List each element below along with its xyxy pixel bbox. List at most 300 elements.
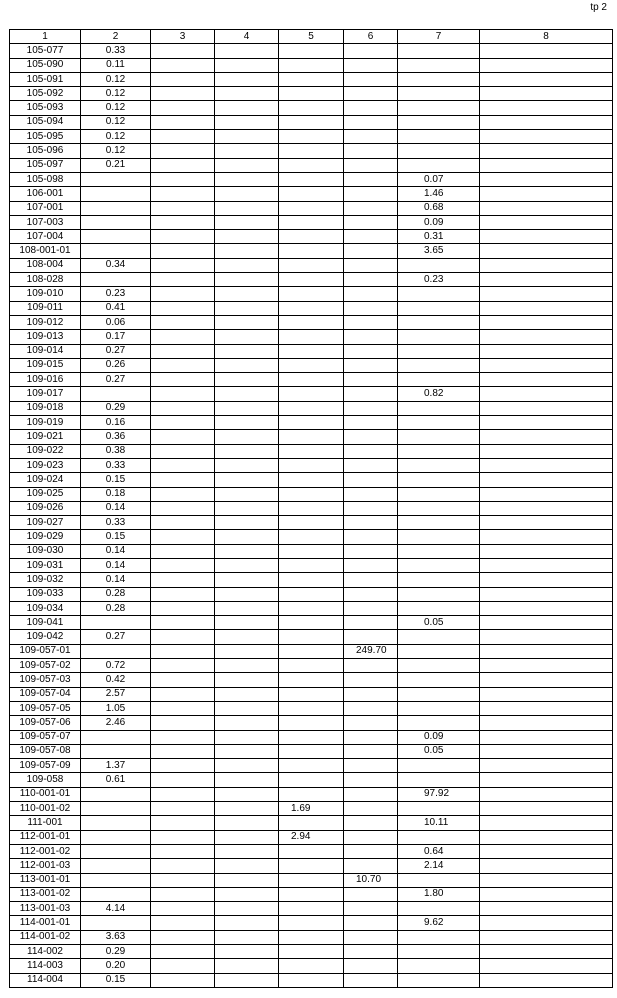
value-cell-col-2: 0.18 [81,487,151,501]
value-cell-col-4 [215,244,279,258]
value-cell-col-3 [151,573,215,587]
value-cell-col-2: 0.14 [81,573,151,587]
value-cell-col-4 [215,945,279,959]
table-row [10,673,613,687]
table-row [10,487,613,501]
value-cell-col-6 [344,416,398,430]
value-cell-col-4 [215,744,279,758]
value-cell-col-8 [480,373,613,387]
value-cell-col-4 [215,730,279,744]
value-cell-col-4 [215,87,279,101]
value-cell-col-3 [151,945,215,959]
value-cell-col-8 [480,659,613,673]
value-cell-col-8 [480,558,613,572]
value-cell-col-3 [151,473,215,487]
value-cell-col-4 [215,444,279,458]
value-cell-col-4 [215,115,279,129]
value-cell-col-2: 2.46 [81,716,151,730]
value-cell-col-8 [480,101,613,115]
value-cell-col-4 [215,544,279,558]
value-cell-col-5 [279,301,344,315]
value-cell-col-6 [344,201,398,215]
value-cell-col-4 [215,844,279,858]
value-cell-col-3 [151,373,215,387]
value-cell-col-7: 0.05 [398,744,480,758]
table-row [10,458,613,472]
value-cell-col-6 [344,902,398,916]
value-cell-col-5 [279,72,344,86]
value-cell-col-2 [81,844,151,858]
table-row [10,773,613,787]
value-cell-col-5 [279,44,344,58]
row-code-cell: 109-021 [10,430,81,444]
value-cell-col-5 [279,373,344,387]
row-code-cell: 109-017 [10,387,81,401]
value-cell-col-2: 0.72 [81,659,151,673]
value-cell-col-3 [151,344,215,358]
row-code-cell: 107-001 [10,201,81,215]
value-cell-col-5 [279,558,344,572]
value-cell-col-7 [398,601,480,615]
row-code-cell: 109-057-07 [10,730,81,744]
value-cell-col-4 [215,673,279,687]
value-cell-col-2: 1.37 [81,759,151,773]
row-code-cell: 105-093 [10,101,81,115]
table-row [10,516,613,530]
value-cell-col-3 [151,130,215,144]
table-row [10,158,613,172]
value-cell-col-8 [480,544,613,558]
value-cell-col-3 [151,273,215,287]
row-code-cell: 109-034 [10,601,81,615]
value-cell-col-4 [215,630,279,644]
table-row [10,873,613,887]
row-code-cell: 110-001-01 [10,787,81,801]
value-cell-col-7 [398,87,480,101]
value-cell-col-3 [151,759,215,773]
row-code-cell: 111-001 [10,816,81,830]
table-row [10,501,613,515]
value-cell-col-5 [279,673,344,687]
table-row [10,530,613,544]
row-code-cell: 113-001-01 [10,873,81,887]
value-cell-col-5 [279,716,344,730]
table-row [10,930,613,944]
value-cell-col-6 [344,72,398,86]
value-cell-col-5 [279,530,344,544]
value-cell-col-4 [215,458,279,472]
value-cell-col-5 [279,458,344,472]
value-cell-col-2 [81,187,151,201]
value-cell-col-2: 0.12 [81,115,151,129]
value-cell-col-8 [480,244,613,258]
value-cell-col-5 [279,130,344,144]
value-cell-col-3 [151,887,215,901]
value-cell-col-7 [398,873,480,887]
value-cell-col-7 [398,44,480,58]
value-cell-col-5 [279,401,344,415]
row-code-cell: 109-030 [10,544,81,558]
value-cell-col-2: 0.27 [81,630,151,644]
value-cell-col-6 [344,158,398,172]
table-row [10,830,613,844]
table-row [10,716,613,730]
value-cell-col-5 [279,916,344,930]
value-cell-col-8 [480,973,613,987]
value-cell-col-8 [480,573,613,587]
value-cell-col-8 [480,444,613,458]
value-cell-col-6 [344,87,398,101]
table-row [10,416,613,430]
value-cell-col-5 [279,201,344,215]
value-cell-col-7 [398,130,480,144]
value-cell-col-2: 0.15 [81,973,151,987]
value-cell-col-2: 0.06 [81,315,151,329]
value-cell-col-2: 0.36 [81,430,151,444]
value-cell-col-3 [151,230,215,244]
value-cell-col-4 [215,358,279,372]
table-row [10,816,613,830]
value-cell-col-7 [398,258,480,272]
value-cell-col-7: 1.80 [398,887,480,901]
value-cell-col-5 [279,687,344,701]
value-cell-col-6 [344,744,398,758]
value-cell-col-4 [215,601,279,615]
value-cell-col-6 [344,101,398,115]
value-cell-col-6 [344,773,398,787]
value-cell-col-7 [398,72,480,86]
row-code-cell: 109-013 [10,330,81,344]
value-cell-col-6 [344,959,398,973]
value-cell-col-4 [215,830,279,844]
value-cell-col-2 [81,816,151,830]
value-cell-col-6 [344,587,398,601]
value-cell-col-4 [215,558,279,572]
value-cell-col-3 [151,144,215,158]
row-code-cell: 108-004 [10,258,81,272]
value-cell-col-3 [151,501,215,515]
value-cell-col-3 [151,959,215,973]
column-header-2: 2 [81,30,151,44]
value-cell-col-6 [344,573,398,587]
value-cell-col-3 [151,444,215,458]
table-row [10,616,613,630]
table-row [10,644,613,658]
value-cell-col-7: 3.65 [398,244,480,258]
value-cell-col-5 [279,787,344,801]
value-cell-col-2: 0.27 [81,344,151,358]
value-cell-col-6 [344,301,398,315]
value-cell-col-3 [151,873,215,887]
value-cell-col-6 [344,287,398,301]
row-code-cell: 109-057-04 [10,687,81,701]
value-cell-col-6 [344,130,398,144]
value-cell-col-2: 0.14 [81,544,151,558]
value-cell-col-2: 0.17 [81,330,151,344]
value-cell-col-2: 0.38 [81,444,151,458]
value-cell-col-6 [344,230,398,244]
value-cell-col-8 [480,787,613,801]
table-row [10,973,613,987]
column-header-3: 3 [151,30,215,44]
column-header-7: 7 [398,30,480,44]
value-cell-col-2 [81,916,151,930]
value-cell-col-5 [279,601,344,615]
value-cell-col-6 [344,802,398,816]
value-cell-col-4 [215,616,279,630]
value-cell-col-7 [398,659,480,673]
value-cell-col-4 [215,687,279,701]
value-cell-col-7 [398,945,480,959]
value-cell-col-7 [398,530,480,544]
value-cell-col-3 [151,744,215,758]
value-cell-col-4 [215,58,279,72]
value-cell-col-2: 3.63 [81,930,151,944]
value-cell-col-4 [215,716,279,730]
row-code-cell: 113-001-02 [10,887,81,901]
value-cell-col-8 [480,759,613,773]
table-row [10,802,613,816]
value-cell-col-6 [344,601,398,615]
data-table [9,29,613,988]
value-cell-col-7 [398,673,480,687]
value-cell-col-4 [215,387,279,401]
value-cell-col-7 [398,344,480,358]
value-cell-col-6 [344,930,398,944]
value-cell-col-8 [480,287,613,301]
row-code-cell: 112-001-01 [10,830,81,844]
value-cell-col-7 [398,487,480,501]
value-cell-col-4 [215,144,279,158]
row-code-cell: 109-033 [10,587,81,601]
value-cell-col-8 [480,72,613,86]
value-cell-col-8 [480,730,613,744]
value-cell-col-6 [344,444,398,458]
value-cell-col-7 [398,501,480,515]
value-cell-col-7 [398,401,480,415]
table-row [10,630,613,644]
row-code-cell: 109-019 [10,416,81,430]
table-row [10,945,613,959]
value-cell-col-2 [81,730,151,744]
value-cell-col-2 [81,616,151,630]
table-row [10,344,613,358]
row-code-cell: 112-001-03 [10,859,81,873]
row-code-cell: 107-004 [10,230,81,244]
value-cell-col-6 [344,244,398,258]
value-cell-col-7 [398,101,480,115]
value-cell-col-8 [480,644,613,658]
value-cell-col-2 [81,859,151,873]
column-header-5: 5 [279,30,344,44]
value-cell-col-8 [480,401,613,415]
value-cell-col-3 [151,659,215,673]
value-cell-col-5 [279,258,344,272]
value-cell-col-4 [215,530,279,544]
value-cell-col-3 [151,601,215,615]
value-cell-col-5 [279,244,344,258]
value-cell-col-3 [151,72,215,86]
column-header-8: 8 [480,30,613,44]
value-cell-col-7 [398,458,480,472]
value-cell-col-2: 0.14 [81,558,151,572]
value-cell-col-8 [480,630,613,644]
value-cell-col-8 [480,930,613,944]
table-row [10,230,613,244]
value-cell-col-5 [279,487,344,501]
table-row [10,701,613,715]
value-cell-col-8 [480,687,613,701]
value-cell-col-3 [151,315,215,329]
header-row [10,30,613,44]
value-cell-col-5 [279,945,344,959]
table-row [10,301,613,315]
value-cell-col-7 [398,701,480,715]
value-cell-col-6 [344,330,398,344]
row-code-cell: 105-092 [10,87,81,101]
value-cell-col-7 [398,573,480,587]
table-row [10,87,613,101]
value-cell-col-6 [344,844,398,858]
row-code-cell: 109-057-09 [10,759,81,773]
value-cell-col-4 [215,816,279,830]
value-cell-col-7 [398,373,480,387]
value-cell-col-7 [398,330,480,344]
row-code-cell: 107-003 [10,215,81,229]
value-cell-col-3 [151,773,215,787]
value-cell-col-3 [151,172,215,186]
value-cell-col-2: 0.15 [81,530,151,544]
value-cell-col-8 [480,701,613,715]
value-cell-col-2 [81,172,151,186]
value-cell-col-7 [398,687,480,701]
value-cell-col-2 [81,215,151,229]
row-code-cell: 109-025 [10,487,81,501]
table-row [10,401,613,415]
value-cell-col-8 [480,273,613,287]
value-cell-col-7 [398,959,480,973]
value-cell-col-8 [480,301,613,315]
value-cell-col-4 [215,430,279,444]
value-cell-col-6 [344,172,398,186]
value-cell-col-5: 1.69 [279,802,344,816]
value-cell-col-8 [480,773,613,787]
value-cell-col-3 [151,616,215,630]
table-row [10,44,613,58]
value-cell-col-6 [344,787,398,801]
value-cell-col-4 [215,887,279,901]
value-cell-col-6: 249.70 [344,644,398,658]
value-cell-col-3 [151,330,215,344]
value-cell-col-5 [279,315,344,329]
value-cell-col-3 [151,258,215,272]
table-row [10,730,613,744]
row-code-cell: 109-042 [10,630,81,644]
value-cell-col-7 [398,830,480,844]
value-cell-col-4 [215,473,279,487]
row-code-cell: 105-097 [10,158,81,172]
row-code-cell: 109-057-05 [10,701,81,715]
value-cell-col-4 [215,201,279,215]
row-code-cell: 114-001-01 [10,916,81,930]
value-cell-col-4 [215,401,279,415]
value-cell-col-5 [279,330,344,344]
value-cell-col-4 [215,802,279,816]
row-code-cell: 105-094 [10,115,81,129]
value-cell-col-7: 0.23 [398,273,480,287]
value-cell-col-5 [279,344,344,358]
table-row [10,544,613,558]
row-code-cell: 108-001-01 [10,244,81,258]
value-cell-col-6 [344,916,398,930]
value-cell-col-3 [151,430,215,444]
value-cell-col-6 [344,816,398,830]
value-cell-col-8 [480,230,613,244]
row-code-cell: 114-004 [10,973,81,987]
value-cell-col-5 [279,659,344,673]
value-cell-col-3 [151,58,215,72]
row-code-cell: 114-002 [10,945,81,959]
value-cell-col-8 [480,201,613,215]
column-header-6: 6 [344,30,398,44]
value-cell-col-8 [480,158,613,172]
value-cell-col-3 [151,787,215,801]
row-code-cell: 109-015 [10,358,81,372]
table-row [10,659,613,673]
value-cell-col-2 [81,787,151,801]
value-cell-col-2: 1.05 [81,701,151,715]
table-row [10,558,613,572]
value-cell-col-2 [81,644,151,658]
value-cell-col-6 [344,458,398,472]
value-cell-col-7: 0.09 [398,215,480,229]
row-code-cell: 109-057-02 [10,659,81,673]
value-cell-col-6 [344,630,398,644]
table-row [10,330,613,344]
row-code-cell: 109-022 [10,444,81,458]
value-cell-col-7 [398,158,480,172]
value-cell-col-6 [344,530,398,544]
row-code-cell: 109-012 [10,315,81,329]
value-cell-col-8 [480,358,613,372]
row-code-cell: 109-031 [10,558,81,572]
value-cell-col-2: 0.15 [81,473,151,487]
value-cell-col-5 [279,416,344,430]
value-cell-col-5 [279,444,344,458]
value-cell-col-3 [151,115,215,129]
value-cell-col-6 [344,401,398,415]
value-cell-col-4 [215,859,279,873]
value-cell-col-2: 0.29 [81,401,151,415]
table-row [10,587,613,601]
value-cell-col-7 [398,473,480,487]
value-cell-col-2: 0.34 [81,258,151,272]
value-cell-col-5 [279,101,344,115]
row-code-cell: 109-041 [10,616,81,630]
value-cell-col-4 [215,258,279,272]
value-cell-col-6 [344,473,398,487]
value-cell-col-5 [279,859,344,873]
value-cell-col-3 [151,87,215,101]
value-cell-col-6 [344,358,398,372]
value-cell-col-2: 0.11 [81,58,151,72]
value-cell-col-5 [279,902,344,916]
value-cell-col-7: 0.31 [398,230,480,244]
value-cell-col-4 [215,587,279,601]
row-code-cell: 109-024 [10,473,81,487]
value-cell-col-4 [215,501,279,515]
table-row [10,373,613,387]
